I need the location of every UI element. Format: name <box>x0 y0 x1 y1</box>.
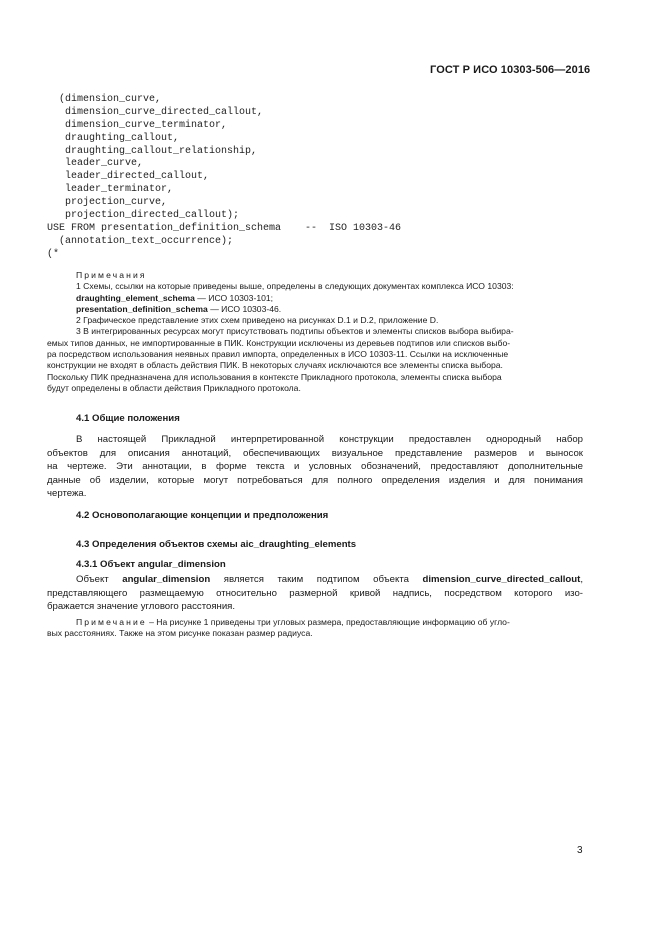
note-line: вых расстояниях. Также на этом рисунке показан размер радиуса. <box>47 628 313 639</box>
code-line: draughting_callout, <box>47 132 180 144</box>
note-1-schema-2 <box>47 304 587 315</box>
code-line: dimension_curve_terminator, <box>47 119 228 131</box>
schema-name: draughting_element_schema <box>76 292 195 303</box>
document-header: ГОСТ Р ИСО 10303-506—2016 <box>430 64 591 76</box>
entity-name: angular_dimension <box>122 574 211 585</box>
code-line: USE FROM presentation_definition_schema -- ISO 10303-46 <box>47 222 402 234</box>
section-4-2-heading: 4.2 Основополагающие концепции и предположения <box>76 510 329 521</box>
text: , <box>580 574 583 585</box>
paragraph-line: объектов для описания аннотаций, обеспечивающих визуальное представление размеров и выносок <box>47 447 583 459</box>
paragraph-line: на чертеже. Эти аннотации, в форме текста и условных обозначений, предоставляют дополнительные <box>47 461 583 472</box>
paragraph-line: представляющего размещаемую относительно размерной кривой надпись, посредством которого изо- <box>47 587 583 599</box>
section-4-3-1-heading: 4.3.1 Объект angular_dimension <box>76 559 226 570</box>
entity-name: dimension_curve_directed_callout <box>422 574 581 585</box>
code-line: projection_curve, <box>47 197 168 209</box>
express-code-block <box>47 94 401 262</box>
section-4-1-body <box>47 433 583 501</box>
code-line: (annotation_text_occurrence); <box>47 235 234 247</box>
schema-ref: — ИСО 10303-101; <box>194 292 274 303</box>
code-line: (dimension_curve, <box>47 94 162 105</box>
note-3-line: Поскольку ПИК предназначена для использования в контексте Прикладного протокола, элементы списка выбора <box>47 371 502 382</box>
paragraph-line: В настоящей Прикладной интерпретированной конструкции предоставлен однородный набор <box>76 434 583 445</box>
section-4-3-1-body <box>47 573 583 614</box>
note-label: Примечание <box>76 617 147 627</box>
note-2: 2 Графическое представление этих схем приведено на рисунках D.1 и D.2, приложение D. <box>76 315 439 326</box>
code-line: projection_directed_callout); <box>47 210 240 222</box>
note-3-line: 3 В интегрированных ресурсах могут присутствовать подтипы объектов и элементы списков выбора выбира- <box>76 326 514 337</box>
section-4-3-heading: 4.3 Определения объектов схемы aic_draughting_elements <box>76 539 357 550</box>
note-line <box>47 617 583 628</box>
code-line: (* <box>47 248 60 260</box>
paragraph-line: данные об изделии, которые могут потребоваться для полного определения изделия и для понимания <box>47 474 583 486</box>
code-line: dimension_curve_directed_callout, <box>47 106 264 118</box>
note-3-line: конструкции не входят в область действия ПИК. В некоторых случаях исключаются все элементы списка выбора. <box>47 360 503 371</box>
note-1-schema-1 <box>47 293 587 304</box>
note-3-line: емых типов данных, не импортированные в ПИК. Конструкции исключены из деревьев подтипов или списков выбо- <box>47 337 511 348</box>
paragraph-line: чертежа. <box>47 488 87 499</box>
code-line: leader_curve, <box>47 158 144 170</box>
note-text: – На рисунке 1 приведены три угловых размера, предоставляющие информацию об угло- <box>146 617 510 627</box>
note-3-line: будут определены в области действия Прикладного протокола. <box>47 382 301 393</box>
text: Объект <box>76 574 123 585</box>
notes-title: Примечания <box>76 270 147 280</box>
code-line: leader_terminator, <box>47 184 174 196</box>
code-line: leader_directed_callout, <box>47 171 210 183</box>
note-block-2 <box>47 617 583 640</box>
section-4-1-heading: 4.1 Общие положения <box>76 413 180 424</box>
note-1-line: 1 Схемы, ссылки на которые приведены выше, определены в следующих документах комплекса ИСО 10303: <box>76 281 514 292</box>
paragraph-line <box>47 573 583 587</box>
notes-block <box>47 270 587 394</box>
schema-ref: — ИСО 10303-46. <box>207 303 282 314</box>
paragraph-line: бражается значение углового расстояния. <box>47 601 236 612</box>
code-line: draughting_callout_relationship, <box>47 145 258 157</box>
text: является таким подтипом объекта <box>210 574 423 585</box>
schema-name: presentation_definition_schema <box>76 303 208 314</box>
note-3-line: ра посредством использования неявных правил импорта, определенных в ИСО 10303-11. Ссылки на исключенные <box>47 349 509 360</box>
page-number: 3 <box>577 845 583 856</box>
